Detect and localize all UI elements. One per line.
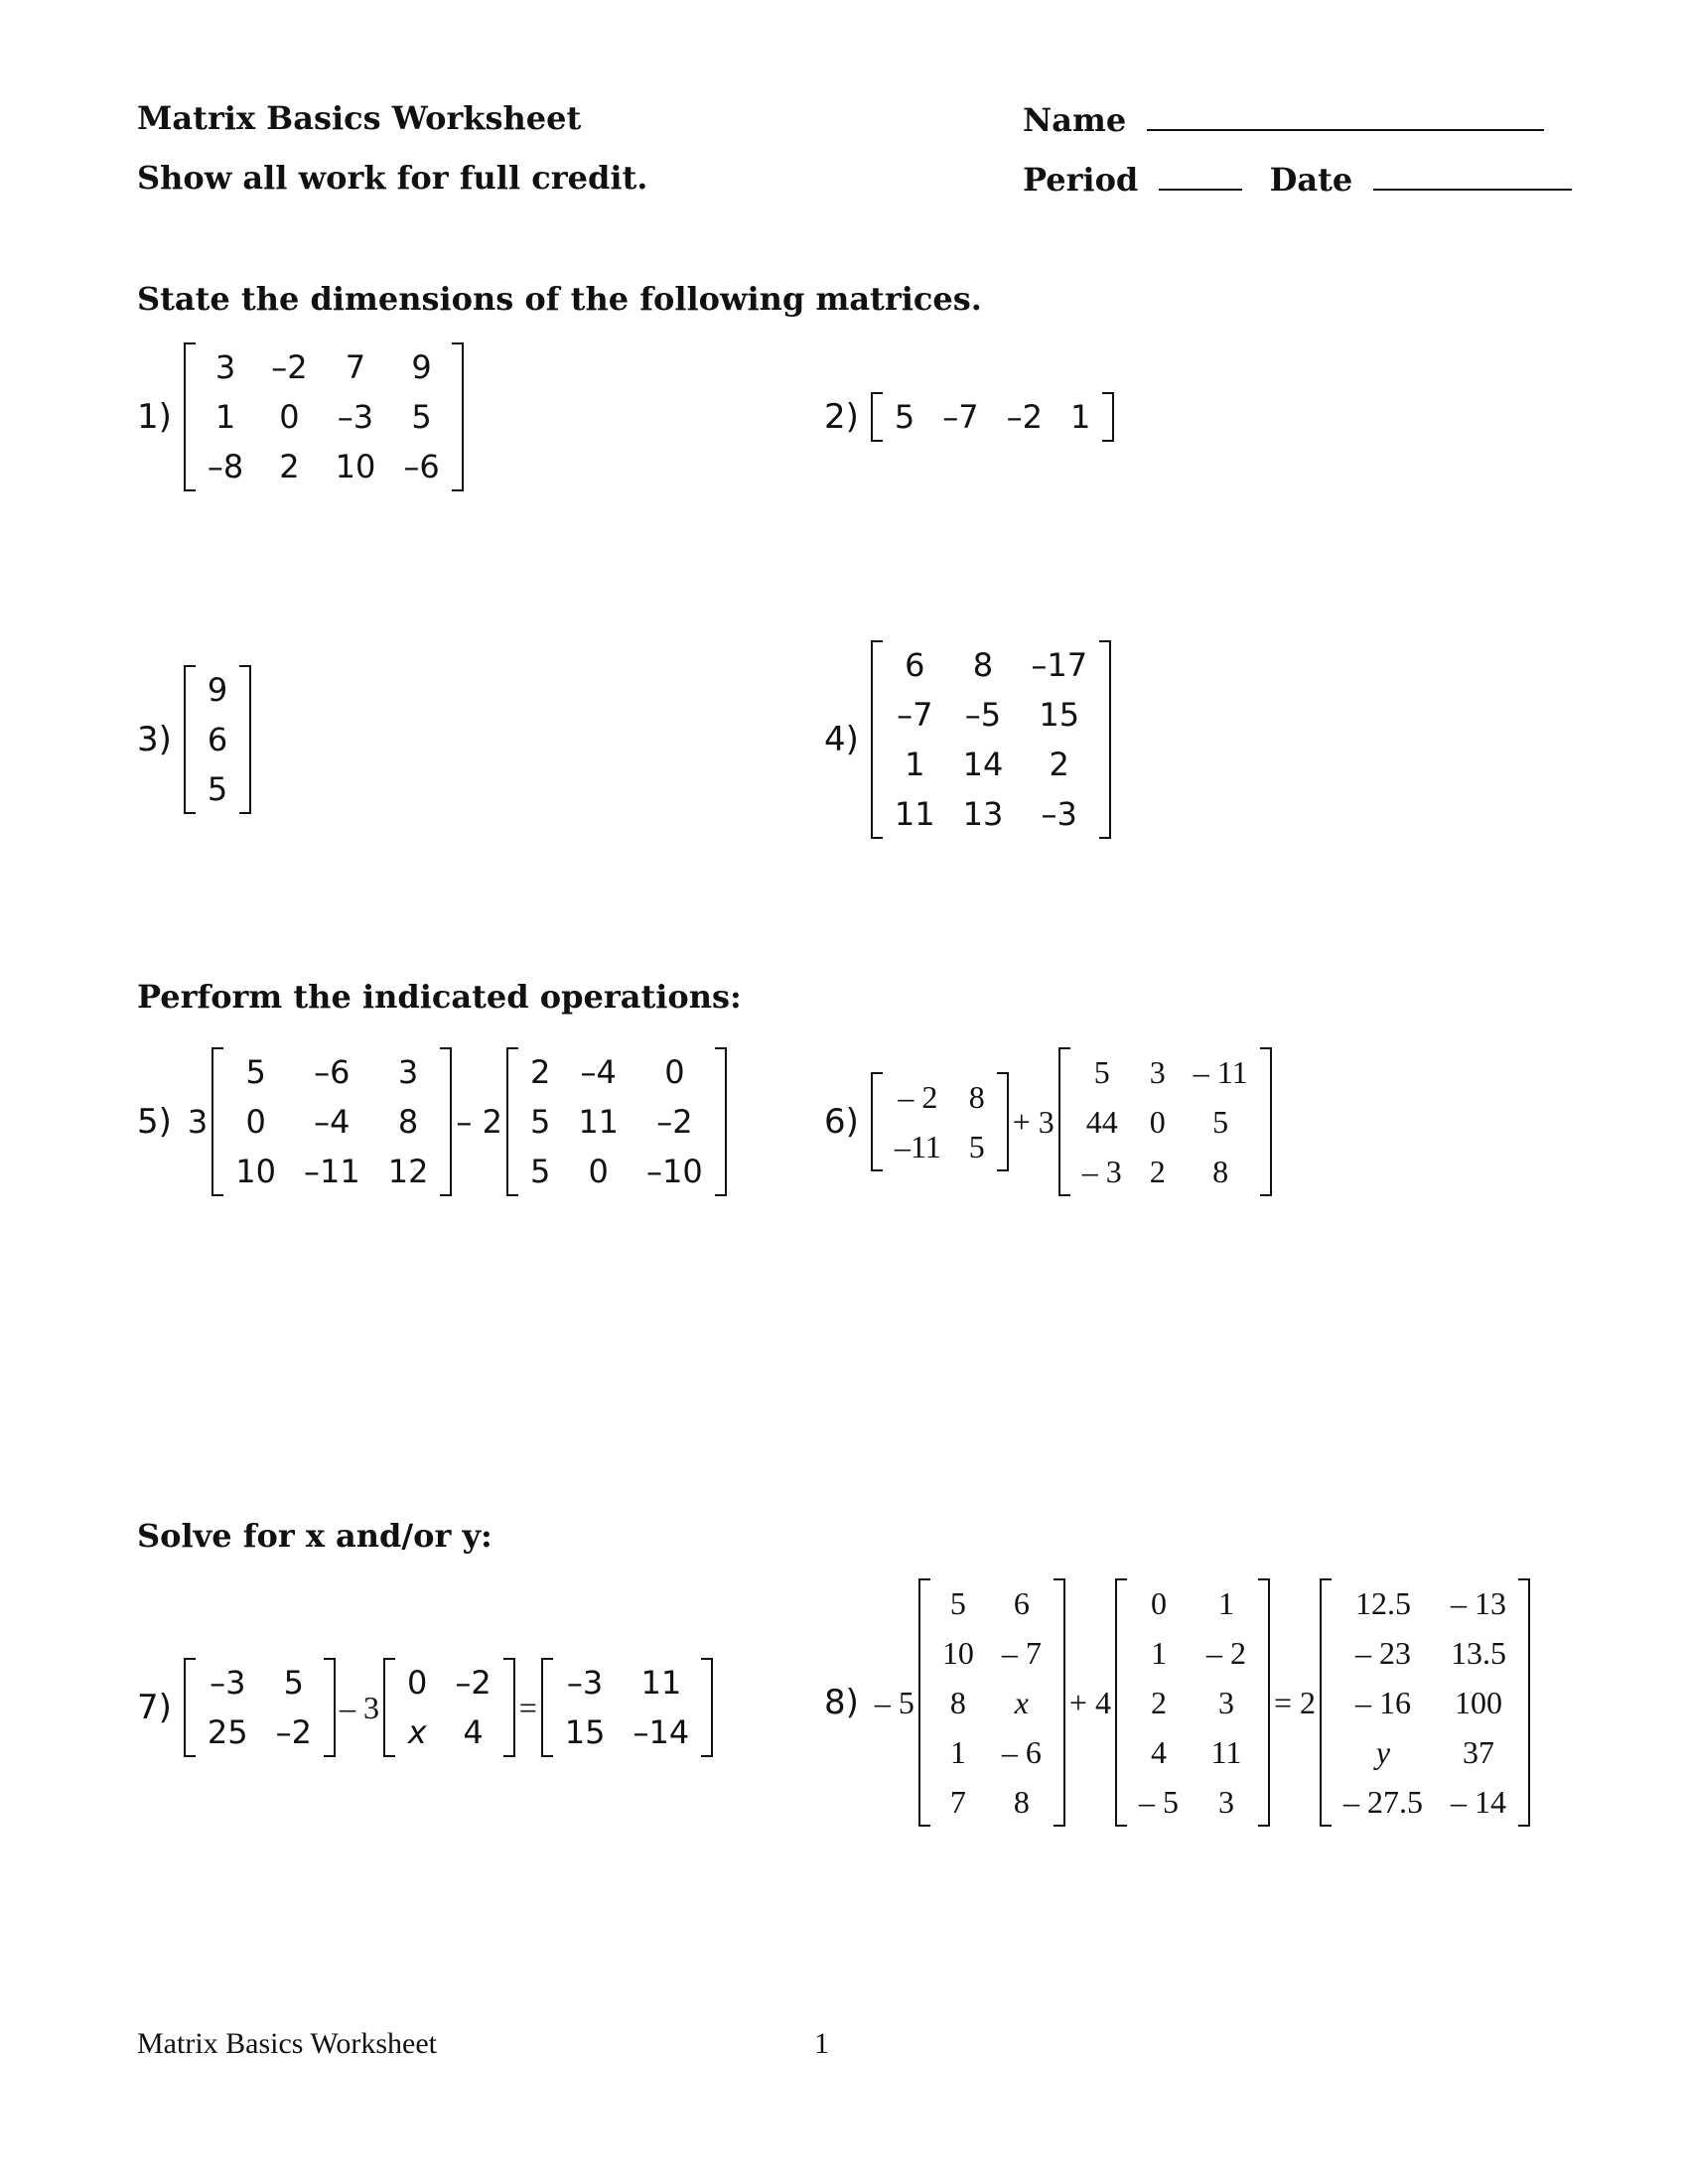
matrix-cell: 5 xyxy=(283,1664,304,1702)
problem-8-operator-equals: = 2 xyxy=(1273,1684,1316,1720)
matrix-row xyxy=(881,740,1101,789)
matrix-cell: – 7 xyxy=(1001,1635,1042,1671)
section-dimensions-heading: State the dimensions of the following matrices. xyxy=(137,280,982,318)
matrix-cell: – 2 xyxy=(898,1079,938,1115)
matrix-cell: 0 xyxy=(1150,1585,1167,1621)
matrix-cell: 10 xyxy=(335,448,376,485)
footer-title: Matrix Basics Worksheet xyxy=(137,2027,437,2060)
matrix-grid xyxy=(516,1047,717,1196)
problem-2-matrix xyxy=(871,392,1114,442)
matrix-cell: 3 xyxy=(1217,1784,1234,1820)
matrix-cell: – 16 xyxy=(1355,1685,1411,1720)
matrix-cell: –3 xyxy=(566,1664,604,1702)
matrix-row xyxy=(551,1658,703,1707)
matrix-cell: 5 xyxy=(207,770,228,808)
matrix-cell: y xyxy=(1375,1734,1391,1770)
matrix-cell: –6 xyxy=(403,448,440,485)
matrix-cell: –7 xyxy=(897,696,933,734)
matrix-grid xyxy=(194,1658,326,1757)
matrix-row xyxy=(516,1047,717,1097)
problem-3-matrix xyxy=(184,665,251,814)
matrix-cell: –2 xyxy=(1006,398,1043,436)
matrix-cell: 0 xyxy=(588,1153,609,1190)
matrix-cell: 12.5 xyxy=(1355,1585,1411,1621)
matrix-cell: –2 xyxy=(656,1103,693,1141)
matrix-cell: –4 xyxy=(580,1053,617,1091)
matrix-cell: – 3 xyxy=(1081,1154,1122,1189)
matrix-cell: 8 xyxy=(1212,1154,1229,1189)
matrix-cell: 6 xyxy=(1013,1585,1030,1621)
matrix-brackets xyxy=(184,665,251,814)
problem-7-matrix-c xyxy=(541,1658,713,1757)
period-date-fields[interactable] xyxy=(1023,159,1572,199)
matrix-row xyxy=(881,690,1101,740)
matrix-cell: 12 xyxy=(387,1153,429,1190)
matrix-grid xyxy=(928,1578,1055,1827)
matrix-cell: – 2 xyxy=(1205,1635,1246,1671)
problem-7-matrix-b xyxy=(383,1658,515,1757)
matrix-brackets xyxy=(871,640,1111,839)
matrix-cell: 1 xyxy=(214,398,236,436)
matrix-row xyxy=(928,1628,1055,1678)
matrix-grid xyxy=(393,1658,505,1757)
matrix-brackets xyxy=(1320,1578,1530,1827)
problem-7-label: 7) xyxy=(137,1688,172,1727)
matrix-grid xyxy=(881,640,1101,839)
matrix-brackets xyxy=(1058,1047,1272,1196)
matrix-row xyxy=(881,789,1101,839)
matrix-cell: 0 xyxy=(245,1103,266,1141)
matrix-brackets xyxy=(383,1658,515,1757)
matrix-row xyxy=(881,1072,999,1122)
matrix-row xyxy=(194,392,454,442)
period-line xyxy=(1159,159,1242,191)
problem-6-label: 6) xyxy=(824,1102,859,1142)
matrix-row xyxy=(928,1727,1055,1777)
matrix-cell: 14 xyxy=(962,746,1004,783)
problem-5 xyxy=(137,1042,727,1201)
matrix-row xyxy=(1330,1727,1520,1777)
matrix-row xyxy=(1330,1678,1520,1727)
matrix-cell: 25 xyxy=(207,1713,248,1751)
matrix-row xyxy=(393,1658,505,1707)
page-number: 1 xyxy=(814,2027,829,2060)
matrix-cell: 3 xyxy=(214,348,236,386)
matrix-grid xyxy=(221,1047,442,1196)
matrix-cell: –2 xyxy=(275,1713,312,1751)
problem-5-operator: – 2 xyxy=(456,1103,502,1141)
matrix-cell: 1 xyxy=(905,746,925,783)
matrix-cell: 0 xyxy=(1149,1104,1166,1140)
problem-3-label: 3) xyxy=(137,720,172,759)
matrix-cell: –5 xyxy=(964,696,1002,734)
matrix-grid xyxy=(1125,1578,1260,1827)
matrix-brackets xyxy=(1115,1578,1270,1827)
matrix-cell: 0 xyxy=(406,1664,428,1702)
matrix-cell: –3 xyxy=(1041,795,1077,833)
problem-2-label: 2) xyxy=(824,397,859,437)
matrix-cell: 8 xyxy=(972,646,994,684)
matrix-cell: – 5 xyxy=(1138,1784,1179,1820)
matrix-row xyxy=(221,1147,442,1196)
problem-8-matrix-c xyxy=(1320,1578,1530,1827)
matrix-row xyxy=(221,1097,442,1147)
matrix-cell: 1 xyxy=(1217,1585,1234,1621)
matrix-cell: 8 xyxy=(968,1079,985,1115)
matrix-cell: 2 xyxy=(1049,746,1069,783)
matrix-cell: x xyxy=(1014,1685,1029,1720)
name-field[interactable] xyxy=(1023,99,1544,139)
problem-8-matrix-b xyxy=(1115,1578,1270,1827)
matrix-row xyxy=(194,665,241,715)
matrix-grid xyxy=(1068,1047,1262,1196)
matrix-cell: 5 xyxy=(894,398,915,436)
matrix-cell: –3 xyxy=(210,1664,246,1702)
problem-5-matrix-a xyxy=(211,1047,452,1196)
problem-6-operator: + 3 xyxy=(1012,1103,1055,1140)
matrix-brackets xyxy=(184,342,464,491)
matrix-row xyxy=(194,442,454,491)
matrix-cell: 8 xyxy=(1013,1784,1030,1820)
matrix-cell: 8 xyxy=(949,1685,966,1720)
matrix-row xyxy=(194,715,241,764)
problem-5-scalar: 3 xyxy=(187,1103,209,1141)
problem-6 xyxy=(824,1042,1272,1201)
name-line xyxy=(1147,99,1544,131)
matrix-cell: – 23 xyxy=(1355,1635,1411,1671)
problem-1 xyxy=(137,338,464,496)
date-line xyxy=(1373,159,1572,191)
matrix-grid xyxy=(1330,1578,1520,1827)
matrix-cell: 44 xyxy=(1085,1104,1118,1140)
matrix-cell: – 27.5 xyxy=(1343,1784,1423,1820)
matrix-cell: 11 xyxy=(578,1103,620,1141)
problem-5-label: 5) xyxy=(137,1102,172,1142)
matrix-cell: 3 xyxy=(397,1053,419,1091)
matrix-row xyxy=(881,392,1104,442)
problem-6-matrix-b xyxy=(1058,1047,1272,1196)
matrix-cell: 11 xyxy=(894,795,935,833)
matrix-row xyxy=(881,1122,999,1171)
period-label: Period xyxy=(1023,161,1139,199)
matrix-cell: 1 xyxy=(1069,398,1091,436)
problem-8-scalar: – 5 xyxy=(874,1684,914,1720)
matrix-cell: 4 xyxy=(1150,1734,1167,1770)
matrix-grid xyxy=(194,665,241,814)
matrix-cell: 5 xyxy=(411,398,432,436)
problem-7-operator: – 3 xyxy=(339,1689,379,1725)
matrix-cell: –4 xyxy=(314,1103,351,1141)
matrix-cell: –14 xyxy=(633,1713,690,1751)
matrix-row xyxy=(221,1047,442,1097)
matrix-cell: 2 xyxy=(529,1053,551,1091)
matrix-cell: 2 xyxy=(1150,1685,1167,1720)
matrix-row xyxy=(194,342,454,392)
matrix-cell: –17 xyxy=(1031,646,1088,684)
matrix-cell: 10 xyxy=(235,1153,276,1190)
matrix-brackets xyxy=(871,392,1114,442)
matrix-cell: 5 xyxy=(529,1103,551,1141)
matrix-cell: 2 xyxy=(1149,1154,1166,1189)
matrix-cell: 5 xyxy=(968,1129,985,1164)
matrix-cell: 13 xyxy=(962,795,1004,833)
matrix-cell: 9 xyxy=(207,671,228,709)
matrix-row xyxy=(1125,1628,1260,1678)
matrix-row xyxy=(194,1707,326,1757)
matrix-cell: –11 xyxy=(303,1153,360,1190)
matrix-brackets xyxy=(541,1658,713,1757)
problem-8-operator-plus: + 4 xyxy=(1068,1684,1111,1720)
matrix-brackets xyxy=(871,1072,1009,1171)
matrix-grid xyxy=(551,1658,703,1757)
matrix-cell: 7 xyxy=(345,348,366,386)
matrix-cell: – 13 xyxy=(1451,1585,1506,1621)
matrix-row xyxy=(1125,1727,1260,1777)
matrix-cell: – 14 xyxy=(1451,1784,1506,1820)
matrix-cell: 37 xyxy=(1463,1734,1494,1770)
problem-1-label: 1) xyxy=(137,397,172,437)
matrix-brackets xyxy=(184,1658,336,1757)
problem-7 xyxy=(137,1648,713,1767)
matrix-cell: 6 xyxy=(207,721,228,758)
problem-4 xyxy=(824,640,1111,839)
matrix-cell: 15 xyxy=(564,1713,606,1751)
matrix-row xyxy=(881,640,1101,690)
matrix-cell: 10 xyxy=(941,1635,974,1671)
problem-2 xyxy=(824,392,1114,442)
matrix-row xyxy=(928,1578,1055,1628)
matrix-cell: –6 xyxy=(314,1053,351,1091)
matrix-cell: 6 xyxy=(905,646,925,684)
matrix-cell: 2 xyxy=(279,448,300,485)
matrix-cell: 1 xyxy=(1150,1635,1167,1671)
matrix-row xyxy=(928,1678,1055,1727)
matrix-row xyxy=(1068,1047,1262,1097)
problem-7-equals: = xyxy=(518,1689,537,1725)
matrix-cell: 5 xyxy=(245,1053,266,1091)
matrix-row xyxy=(194,764,241,814)
matrix-cell: 4 xyxy=(463,1713,484,1751)
matrix-row xyxy=(516,1147,717,1196)
matrix-cell: 100 xyxy=(1455,1685,1502,1720)
matrix-cell: –2 xyxy=(455,1664,492,1702)
date-label: Date xyxy=(1269,161,1353,199)
name-label: Name xyxy=(1023,101,1127,139)
matrix-cell: –8 xyxy=(207,448,244,485)
problem-7-matrix-a xyxy=(184,1658,336,1757)
matrix-cell: 13.5 xyxy=(1451,1635,1506,1671)
problem-8 xyxy=(824,1573,1530,1832)
matrix-row xyxy=(1330,1628,1520,1678)
matrix-brackets xyxy=(506,1047,727,1196)
matrix-cell: 11 xyxy=(640,1664,682,1702)
matrix-cell: –11 xyxy=(894,1129,941,1164)
matrix-cell: 5 xyxy=(1093,1054,1110,1090)
matrix-row xyxy=(1125,1777,1260,1827)
matrix-cell: 0 xyxy=(664,1053,685,1091)
section-operations-heading: Perform the indicated operations: xyxy=(137,978,742,1016)
section-solve-heading: Solve for x and/or y: xyxy=(137,1517,492,1555)
matrix-cell: 3 xyxy=(1149,1054,1166,1090)
matrix-cell: 11 xyxy=(1210,1734,1242,1770)
problem-3 xyxy=(137,660,251,819)
worksheet-title: Matrix Basics Worksheet xyxy=(137,99,582,137)
matrix-cell: 5 xyxy=(949,1585,966,1621)
problem-5-matrix-b xyxy=(506,1047,727,1196)
problem-8-label: 8) xyxy=(824,1683,859,1722)
matrix-row xyxy=(194,1658,326,1707)
matrix-cell: 5 xyxy=(1212,1104,1229,1140)
problem-4-label: 4) xyxy=(824,720,859,759)
matrix-cell: –7 xyxy=(942,398,979,436)
problem-1-matrix xyxy=(184,342,464,491)
matrix-grid xyxy=(881,392,1104,442)
matrix-row xyxy=(1068,1097,1262,1147)
matrix-cell: 3 xyxy=(1217,1685,1234,1720)
matrix-cell: 1 xyxy=(949,1734,966,1770)
matrix-row xyxy=(1125,1678,1260,1727)
instructions-text: Show all work for full credit. xyxy=(137,159,648,197)
matrix-cell: 15 xyxy=(1039,696,1080,734)
matrix-cell: –2 xyxy=(271,348,308,386)
matrix-row xyxy=(1068,1147,1262,1196)
matrix-row xyxy=(1330,1777,1520,1827)
matrix-grid xyxy=(881,1072,999,1171)
matrix-row xyxy=(393,1707,505,1757)
matrix-row xyxy=(1330,1578,1520,1628)
problem-6-matrix-a xyxy=(871,1072,1009,1171)
problem-8-matrix-a xyxy=(918,1578,1065,1827)
matrix-cell: –10 xyxy=(646,1153,703,1190)
matrix-row xyxy=(928,1777,1055,1827)
matrix-cell: – 6 xyxy=(1001,1734,1042,1770)
matrix-brackets xyxy=(918,1578,1065,1827)
matrix-cell: –3 xyxy=(337,398,374,436)
problem-4-matrix xyxy=(871,640,1111,839)
matrix-cell: 7 xyxy=(949,1784,966,1820)
matrix-row xyxy=(1125,1578,1260,1628)
matrix-cell: x xyxy=(407,1713,427,1751)
matrix-row xyxy=(551,1707,703,1757)
matrix-cell: 8 xyxy=(397,1103,419,1141)
matrix-grid xyxy=(194,342,454,491)
matrix-cell: – 11 xyxy=(1193,1054,1248,1090)
matrix-cell: 9 xyxy=(411,348,432,386)
matrix-row xyxy=(516,1097,717,1147)
matrix-cell: 0 xyxy=(279,398,300,436)
matrix-brackets xyxy=(211,1047,452,1196)
matrix-cell: 5 xyxy=(529,1153,551,1190)
